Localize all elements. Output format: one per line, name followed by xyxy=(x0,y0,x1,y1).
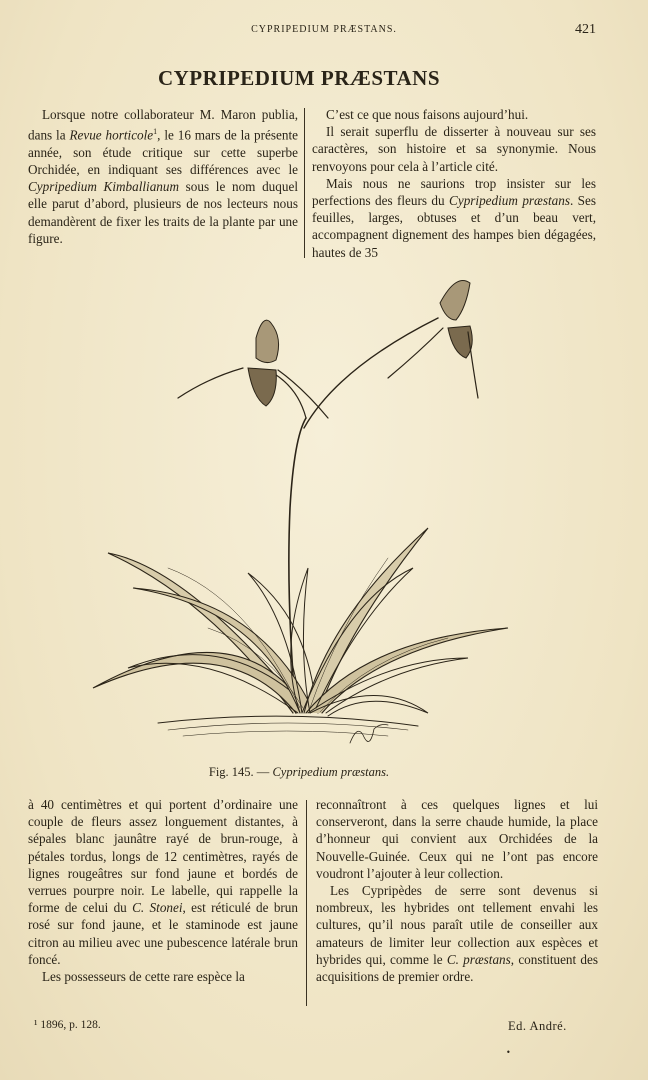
column-divider-bottom xyxy=(306,800,307,1006)
paragraph: C’est ce que nous faisons aujourd’hui. xyxy=(326,107,529,122)
paragraph: à 40 centimètres et qui portent d’ordinaire une couple de fleurs assez longuement distantes, à sépales blanc jaunâtre rayé de brun-rouge, à pétales tordus, longs de 12 centimètres, rayés de lignes rougeâtres sur fond jaune et bordés de verrues pourpre noir. Le labelle, qui rappelle la forme de celui du C. Stonei, est réticulé de brun rosé sur fond jaune, et le staminode est jaune citron au milieu avec une pubescence latérale brun foncé. xyxy=(28,797,298,967)
orchid-illustration xyxy=(88,268,528,758)
paragraph: Lorsque notre collaborateur M. Maron publia, dans la Revue horticole$^1$, le 16 mars de la présente année, son étude critique sur cette superbe Orchidée, en indiquant ses différences avec le Cypripedium Kimballianum sous le nom duquel elle parut d’abord, plusieurs de nos lecteurs nous demandèrent de fixer les traits de la plante par une figure. xyxy=(28,107,298,246)
paragraph: Mais nous ne saurions trop insister sur les perfections des fleurs du Cypripedium præstans. Ses feuilles, larges, obtuses et d’un beau vert, accompagnent dignement des hampes bien dégagées, hautes de 35 xyxy=(312,175,596,260)
page-number: 421 xyxy=(575,22,596,37)
running-head: CYPRIPEDIUM PRÆSTANS. xyxy=(251,24,397,35)
paragraph: reconnaîtront à ces quelques lignes et lui conserveront, dans la serre chaude humide, la place d’honneur qui convient aux Orchidées de la Nouvelle-Guinée. Ceux qui ne l’ont pas encore voudront l’ajouter à leur collection. xyxy=(316,797,598,881)
paragraph: Les possesseurs de cette rare espèce la xyxy=(42,969,245,985)
footnote: ¹ 1896, p. 128. xyxy=(34,1019,101,1031)
column-right-bottom xyxy=(316,796,598,985)
figure-caption: Fig. 145. — Cypripedium præstans. xyxy=(208,765,390,779)
author-signature: Ed. André. xyxy=(508,1019,567,1033)
paragraph: Il serait superflu de disserter à nouveau sur ses caractères, son histoire et sa synonymie. Nous renvoyons pour cela à l’article cité. xyxy=(312,124,596,174)
column-divider-top xyxy=(304,108,305,258)
page-bullet: • xyxy=(506,1048,511,1057)
column-right-top xyxy=(312,106,596,261)
article-title: CYPRIPEDIUM PRÆSTANS xyxy=(157,66,441,90)
column-left-top xyxy=(28,106,298,247)
column-left-bottom xyxy=(28,796,298,985)
paragraph: Les Cypripèdes de serre sont devenus si nombreux, les hybrides ont tellement envahi les cultures, qu’il nous paraît utile de conseiller aux amateurs de limiter leur collection aux espèces et hybrides qui, comme le C. præstans, constituent des acquisitions de premier ordre. xyxy=(316,883,599,985)
